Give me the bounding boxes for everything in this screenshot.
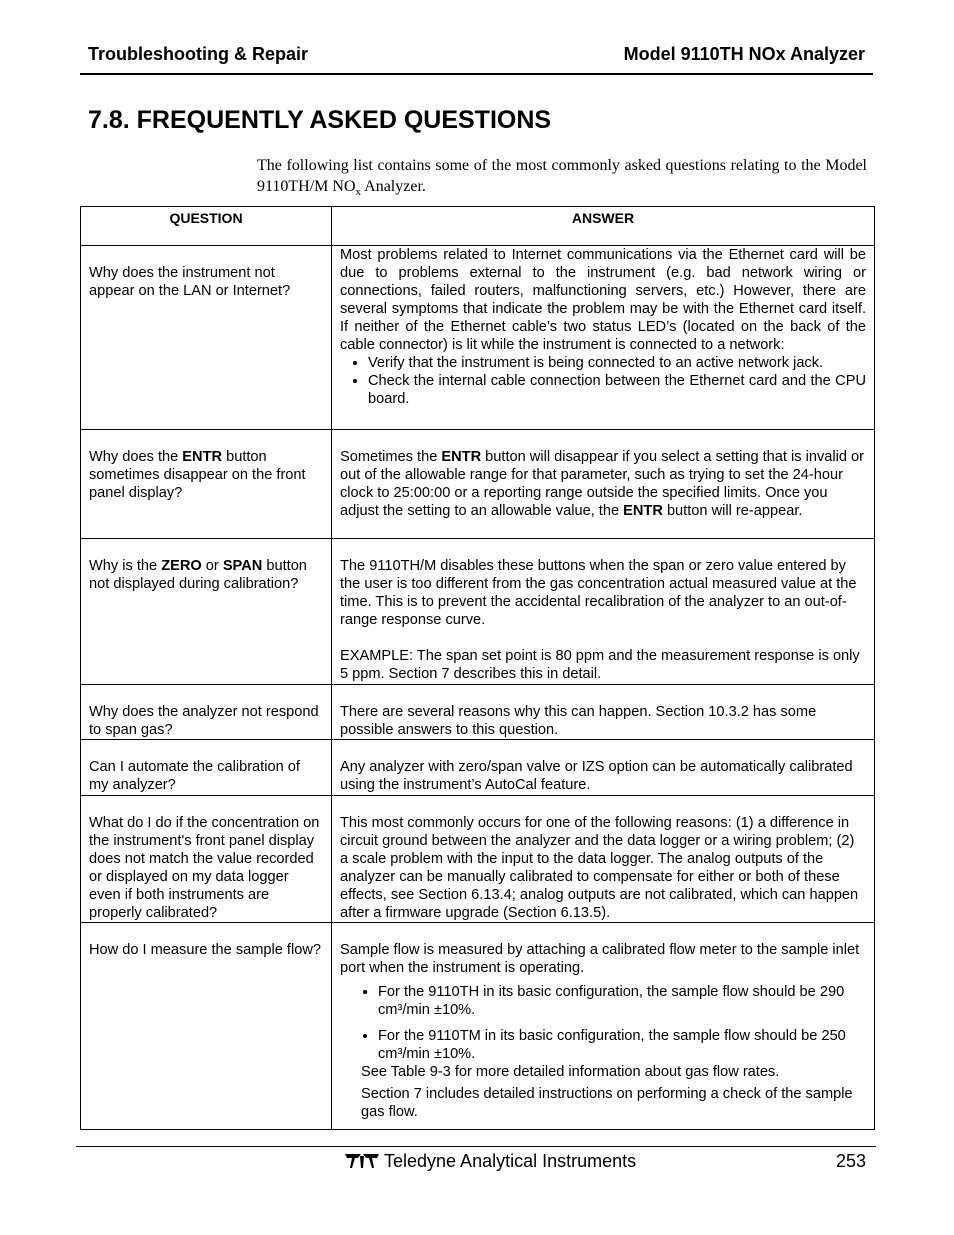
question-text: Can I automate the calibration of my analyzer? xyxy=(89,759,300,793)
teledyne-logo-icon xyxy=(345,1152,379,1170)
list-item: • Check the internal cable connection between the Ethernet card and the CPU board. xyxy=(368,372,866,408)
zero-keyword: ZERO xyxy=(161,558,202,574)
question-cell xyxy=(81,796,332,923)
intro-paragraph xyxy=(257,155,867,203)
faq-table xyxy=(80,206,875,1130)
list-item: • For the 9110TH in its basic configuration, the sample flow should be 290 cm³/min ±10%. xyxy=(378,983,866,1019)
answer-cell xyxy=(332,740,875,796)
column-header-answer: ANSWER xyxy=(332,207,875,246)
header-model-title: Model 9110TH NOx Analyzer xyxy=(623,44,865,64)
answer-text xyxy=(340,448,866,520)
answer-text-part: button will disappear if you select a setting that is invalid or out of the allowable range for that parameter, such as trying to set the 24-hour clock to 25:00:00 or a reporting range outside the specified limits. Once you adjust the setting to an allowable value, the xyxy=(340,449,865,519)
question-text xyxy=(89,557,323,593)
answer-note: See Table 9-3 for more detailed information about gas flow rates. xyxy=(361,1064,780,1080)
table-row xyxy=(81,246,875,430)
question-text xyxy=(89,448,323,502)
table-row xyxy=(81,740,875,796)
table-row xyxy=(81,685,875,740)
intro-text-after: Analyzer. xyxy=(361,178,426,195)
entr-keyword: ENTR xyxy=(623,503,663,519)
header-divider xyxy=(80,73,873,75)
question-cell xyxy=(81,923,332,1130)
answer-text: This most commonly occurs for one of the following reasons: (1) a difference in circuit ground between the analyzer and the data logger or a wiring problem; (2) a scale problem with the input to the data logger. The analog outputs of the analyzer can be manually calibrated to compensate for either or both of these effects, see Section 6.13.4; analog outputs are not calibrated, which can happen after a firmware upgrade (Section 6.13.5). xyxy=(340,815,859,921)
question-cell xyxy=(81,539,332,685)
question-text-part: or xyxy=(201,558,223,574)
entr-keyword: ENTR xyxy=(441,449,482,465)
answer-cell xyxy=(332,539,875,685)
question-text-part: button not displayed during calibration? xyxy=(89,558,307,592)
header-section-title: Troubleshooting & Repair xyxy=(88,44,309,64)
answer-cell xyxy=(332,685,875,740)
question-cell xyxy=(81,246,332,430)
footer-company: Teledyne Analytical Instruments xyxy=(384,1151,637,1171)
answer-text: Most problems related to Internet communications via the Ethernet card will be due to problems external to the instrument (e.g. bad network wiring or connections, failed routers, malfunctioning servers, etc.) However, there are several symptoms that indicate the problem may be with the Ethernet card itself. If neither of the Ethernet cable’s two status LED’s (located on the back of the cable connector) is lit while the instrument is connected to a network: xyxy=(340,247,866,353)
table-row xyxy=(81,796,875,923)
answer-bullet-list xyxy=(340,983,866,1063)
footer-divider xyxy=(76,1146,876,1147)
list-item: • Verify that the instrument is being connected to an active network jack. xyxy=(368,354,866,372)
question-text: How do I measure the sample flow? xyxy=(89,942,321,958)
table-row xyxy=(81,923,875,1130)
question-cell xyxy=(81,430,332,539)
answer-note: Section 7 includes detailed instructions on performing a check of the sample gas flow. xyxy=(361,1086,853,1120)
answer-cell xyxy=(332,923,875,1130)
intro-text-before: The following list contains some of the most commonly asked questions relating to the Model 9110TH/M NO xyxy=(257,157,867,195)
table-row xyxy=(81,539,875,685)
answer-text: Any analyzer with zero/span valve or IZS option can be automatically calibrated using the instrument’s AutoCal feature. xyxy=(340,759,853,793)
page-number: 253 xyxy=(835,1151,866,1171)
column-header-question: QUESTION xyxy=(81,207,332,246)
answer-text: Sample flow is measured by attaching a calibrated flow meter to the sample inlet port when the instrument is operating. xyxy=(340,942,860,976)
question-text-part: Why does the xyxy=(89,449,183,465)
answer-example: EXAMPLE: The span set point is 80 ppm and the measurement response is only 5 ppm. Section 7 describes this in detail. xyxy=(340,648,860,682)
table-header-row xyxy=(81,207,875,246)
page-title: 7.8. FREQUENTLY ASKED QUESTIONS xyxy=(88,106,552,134)
list-item: • For the 9110TM in its basic configuration, the sample flow should be 250 cm³/min ±10%. xyxy=(378,1027,866,1063)
answer-cell xyxy=(332,796,875,923)
question-text: What do I do if the concentration on the instrument's front panel display does not match the value recorded or displayed on my data logger even if both instruments are properly calibrated? xyxy=(89,815,320,921)
table-row xyxy=(81,430,875,539)
question-cell xyxy=(81,685,332,740)
answer-cell xyxy=(332,246,875,430)
answer-cell xyxy=(332,430,875,539)
question-text: Why does the analyzer not respond to span gas? xyxy=(89,704,319,738)
entr-keyword: ENTR xyxy=(182,449,223,465)
question-text-part: button sometimes disappear on the front panel display? xyxy=(89,449,306,501)
intro-subscript: x xyxy=(355,186,362,199)
span-keyword: SPAN xyxy=(222,558,263,574)
question-text-part: Why is the xyxy=(89,558,162,574)
answer-bullet-list xyxy=(340,354,866,408)
question-text: Why does the instrument not appear on the LAN or Internet? xyxy=(89,265,291,299)
answer-text: The 9110TH/M disables these buttons when the span or zero value entered by the user is too different from the gas concentration actual measured value at the time. This is to prevent the accidental recalibration of the analyzer to an out-of-range response curve. xyxy=(340,558,857,628)
question-cell xyxy=(81,740,332,796)
answer-text-part: button will re-appear. xyxy=(662,503,803,519)
answer-text-part: Sometimes the xyxy=(340,449,442,465)
answer-text: There are several reasons why this can happen. Section 10.3.2 has some possible answers to this question. xyxy=(340,704,817,738)
